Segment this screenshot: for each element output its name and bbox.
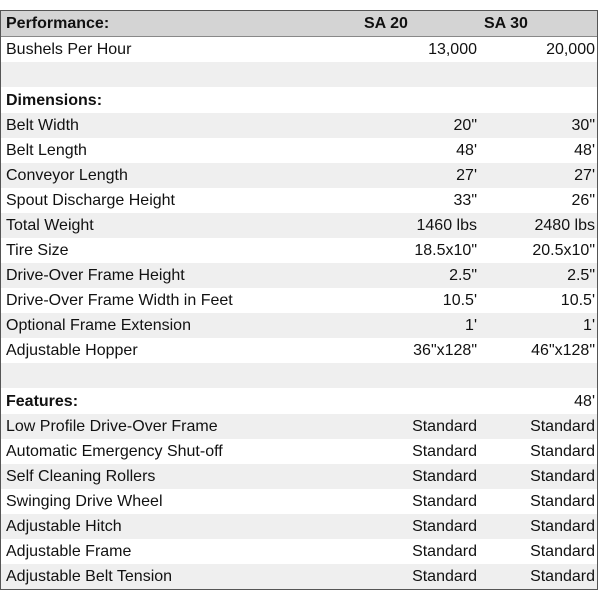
sa30-value: 10.5' — [560, 292, 595, 309]
sa30-value: 48' — [574, 393, 595, 410]
section-title-features: Features: — [6, 393, 79, 410]
spec-table — [0, 10, 598, 590]
sa20-value: 1' — [465, 317, 477, 334]
row-label: Adjustable Frame — [6, 543, 132, 560]
table-row — [1, 313, 597, 338]
sa30-value: Standard — [530, 468, 595, 485]
row-label: Low Profile Drive-Over Frame — [6, 418, 218, 435]
table-row — [1, 564, 597, 589]
sa30-value: Standard — [530, 543, 595, 560]
row-label: Bushels Per Hour — [6, 41, 132, 58]
section-row-dimensions — [1, 88, 597, 113]
table-row — [1, 163, 597, 188]
sa20-value: Standard — [412, 468, 477, 485]
sa20-value: 20" — [453, 117, 477, 134]
table-row — [1, 539, 597, 564]
sa30-value: Standard — [530, 443, 595, 460]
sa20-value: 33" — [453, 192, 477, 209]
row-label: Swinging Drive Wheel — [6, 493, 163, 510]
table-row — [1, 288, 597, 313]
sa30-value: Standard — [530, 493, 595, 510]
sa30-value: 1' — [583, 317, 595, 334]
table-row — [1, 263, 597, 288]
table-row — [1, 138, 597, 163]
row-label: Conveyor Length — [6, 167, 128, 184]
sa30-value: Standard — [530, 568, 595, 585]
sa30-value: 20.5x10" — [532, 242, 595, 259]
sa20-value: Standard — [412, 568, 477, 585]
table-row — [1, 489, 597, 514]
row-label: Tire Size — [6, 242, 69, 259]
row-label: Adjustable Belt Tension — [6, 568, 173, 585]
row-label: Drive-Over Frame Width in Feet — [6, 292, 233, 309]
table-row — [1, 238, 597, 263]
sa20-value: 18.5x10" — [414, 242, 477, 259]
row-label: Drive-Over Frame Height — [6, 267, 185, 284]
sa30-value: 46"x128" — [531, 342, 595, 359]
table-row — [1, 213, 597, 238]
column-header-sa20: SA 20 — [364, 15, 408, 32]
section-title-dimensions: Dimensions: — [6, 92, 103, 109]
row-label: Belt Length — [6, 142, 87, 159]
row-label: Adjustable Hopper — [6, 342, 138, 359]
sa20-value: Standard — [412, 543, 477, 560]
table-row — [1, 37, 597, 62]
sa20-value: Standard — [412, 493, 477, 510]
table-row — [1, 338, 597, 363]
sa20-value: 10.5' — [442, 292, 477, 309]
section-title-performance: Performance: — [6, 15, 110, 32]
sa20-value: Standard — [412, 418, 477, 435]
sa30-value: 20,000 — [546, 41, 595, 58]
spacer-row — [1, 62, 597, 87]
table-row — [1, 464, 597, 489]
sa30-value: 2.5" — [567, 267, 595, 284]
sa30-value: 2480 lbs — [534, 217, 595, 234]
table-row — [1, 439, 597, 464]
spacer-row — [1, 363, 597, 388]
row-label: Belt Width — [6, 117, 79, 134]
table-row — [1, 113, 597, 138]
row-label: Spout Discharge Height — [6, 192, 175, 209]
sa20-value: 1460 lbs — [416, 217, 477, 234]
sa20-value: 27' — [456, 167, 477, 184]
row-label: Automatic Emergency Shut-off — [6, 443, 223, 460]
table-header-row — [1, 11, 597, 37]
row-label: Optional Frame Extension — [6, 317, 191, 334]
sa30-value: 30" — [571, 117, 595, 134]
sa30-value: Standard — [530, 518, 595, 535]
sa20-value: 2.5" — [449, 267, 477, 284]
sa30-value: 27' — [574, 167, 595, 184]
table-row — [1, 414, 597, 439]
table-row — [1, 514, 597, 539]
column-header-sa30: SA 30 — [484, 15, 528, 32]
sa20-value: Standard — [412, 443, 477, 460]
table-row — [1, 188, 597, 213]
sa30-value: 26" — [571, 192, 595, 209]
row-label: Total Weight — [6, 217, 94, 234]
row-label: Adjustable Hitch — [6, 518, 122, 535]
sa20-value: 36"x128" — [413, 342, 477, 359]
sa20-value: 48' — [456, 142, 477, 159]
sa30-value: Standard — [530, 418, 595, 435]
section-row-features — [1, 389, 597, 414]
sa20-value: Standard — [412, 518, 477, 535]
sa30-value: 48' — [574, 142, 595, 159]
sa20-value: 13,000 — [428, 41, 477, 58]
row-label: Self Cleaning Rollers — [6, 468, 156, 485]
